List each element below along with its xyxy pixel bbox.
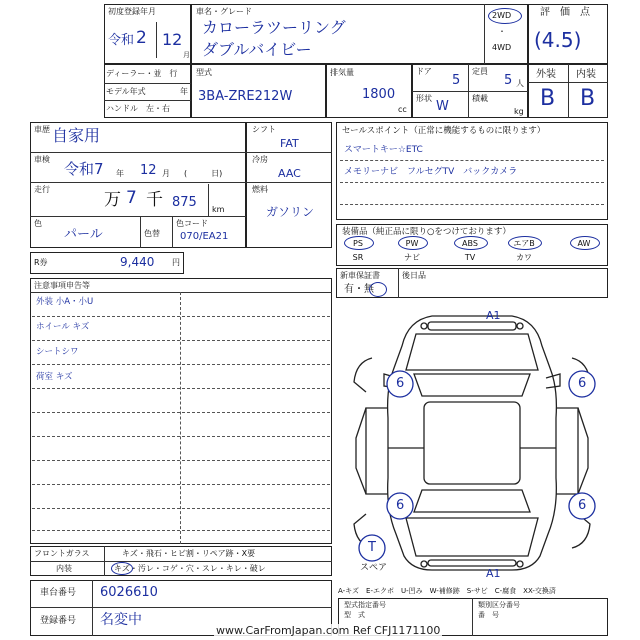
equip-leather: カワ <box>516 253 532 262</box>
equip-abs: ABS <box>462 239 478 248</box>
damage-mark-front-right: 6 <box>578 376 587 391</box>
shape: W <box>436 99 449 114</box>
warranty-label: 新車保証書 <box>340 271 380 280</box>
interior-label: 内装 <box>576 69 596 80</box>
km: km <box>212 205 225 214</box>
formal-sub: 型 式 <box>344 611 365 619</box>
spare-tire-mark: T <box>368 540 376 555</box>
sales-title: セールスポイント（正常に機能するものに限ります） <box>342 126 546 136</box>
damage-mark-rear-right: 6 <box>578 498 587 513</box>
insp-month: 12 <box>140 163 157 178</box>
era: 令和 <box>108 33 135 48</box>
equip-ps: PS <box>353 239 363 248</box>
reg: 名変中 <box>100 612 142 628</box>
aw-circle <box>570 236 600 250</box>
equip-sr: SR <box>352 253 364 262</box>
mileage-label: 走行 <box>34 185 50 194</box>
note-line-1: 外装 小A・小U <box>36 297 94 307</box>
ps-circle <box>344 236 374 250</box>
cc: cc <box>398 105 407 114</box>
spare-label: スペア <box>360 563 388 573</box>
front-glass-items: キズ・飛石・ヒビ割・リペア跡・X要 <box>122 549 256 558</box>
doors-label: ドア <box>416 67 432 76</box>
kg: kg <box>514 107 524 116</box>
reg-month: 12 <box>162 30 183 49</box>
warranty-none-circle <box>369 282 387 297</box>
color: パール <box>64 227 103 242</box>
shift: FAT <box>280 137 299 150</box>
mileage-rest: 875 <box>172 195 197 210</box>
damage-mark-rear-left: 6 <box>396 498 405 513</box>
after-label: 後日品 <box>402 271 426 280</box>
car-diagram <box>336 298 608 584</box>
model: 3BA-ZRE212W <box>198 89 293 104</box>
model-label: 型式 <box>196 68 212 77</box>
car-name: カローラツーリング <box>202 18 346 37</box>
lot-label: 車台番号 <box>40 588 77 598</box>
sales-line-1: スマートキー☆ETC <box>344 145 423 155</box>
use: 自家用 <box>52 126 101 145</box>
drive-dot: ・ <box>498 27 506 36</box>
notes-title: 注意事項申告等 <box>34 281 90 290</box>
equip-tv: TV <box>464 253 476 262</box>
recycle-unit: 円 <box>172 258 180 267</box>
insp-month-unit: 月 <box>162 169 170 178</box>
recycle-box <box>30 252 184 274</box>
note-line-2: ホイール キズ <box>36 322 90 332</box>
displacement: 1800 <box>362 87 396 102</box>
first-reg-label: 初度登録年月 <box>108 7 156 16</box>
displacement-label: 排気量 <box>330 68 354 77</box>
footer-ref: www.CarFromJapan.com Ref CFJ1171100 <box>216 624 441 637</box>
shape-label: 形状 <box>416 94 432 103</box>
year-unit: 年 <box>180 87 188 96</box>
use-label: 車歴 <box>34 125 50 134</box>
interior-scratch-circle <box>111 562 133 575</box>
capacity: 5 <box>504 73 513 88</box>
car-name-label: 車名・グレード <box>196 7 252 16</box>
sales-line-2: メモリーナビ フルセグTV バックカメラ <box>344 167 518 177</box>
warranty-value: 有・無 <box>344 284 374 295</box>
formal-label: 型式指定番号 <box>344 601 386 609</box>
ac-label: 冷房 <box>252 155 268 164</box>
equip-navi: ナビ <box>404 253 420 262</box>
pw-circle <box>398 236 428 250</box>
month-unit: 月 <box>183 51 190 59</box>
drive-4wd: 4WD <box>492 43 512 52</box>
notes-box <box>30 278 332 544</box>
fuel: ガソリン <box>266 205 315 219</box>
note-line-4: 荷室 キズ <box>36 372 73 382</box>
mileage-man: 万 <box>104 190 121 210</box>
color-label: 色 <box>34 219 42 228</box>
damage-legend: A-キズ E-エクボ U-凹み W-補修跡 S-サビ C-腐食 XX-交換済 <box>338 587 556 595</box>
equip-pw: PW <box>405 239 419 248</box>
drive-2wd: 2WD <box>492 11 512 20</box>
category-label: 類別区分番号 <box>478 601 520 609</box>
model-year-label: モデル年式 <box>106 87 146 96</box>
fuel-label: 燃料 <box>252 185 268 194</box>
front-glass-label: フロントガラス <box>34 549 90 558</box>
color-code: 070/EA21 <box>180 231 229 242</box>
damage-mark-front-left: 6 <box>396 376 405 391</box>
note-line-3: シートシワ <box>36 347 79 357</box>
capacity-label: 定員 <box>472 67 488 76</box>
mileage-10k: 7 <box>126 188 137 208</box>
exterior-label: 外装 <box>536 69 556 80</box>
interior-cond-items: キズ・汚レ・コゲ・穴・スレ・キレ・破レ <box>114 564 266 573</box>
capacity-unit: 人 <box>516 79 524 88</box>
interior-grade: B <box>580 86 596 111</box>
diagram-top-mark: A1 <box>486 309 501 322</box>
inspection: 令和7 <box>64 160 104 178</box>
equipment-title: 装備品（純正品に限り○をつけております） <box>342 227 511 237</box>
equip-aw: AW <box>577 239 591 248</box>
color-code-label: 色コード <box>176 219 208 228</box>
interior-cond-label: 内装 <box>56 564 72 573</box>
abs-circle <box>454 236 488 250</box>
grade: ダブルバイビー <box>202 40 312 59</box>
load-label: 積載 <box>472 94 488 103</box>
eval-score: (4.5) <box>534 28 582 52</box>
diagram-bottom-mark: A1 <box>486 567 501 580</box>
mileage-sen: 千 <box>146 190 163 210</box>
ac: AAC <box>278 167 301 180</box>
lot: 6026610 <box>100 585 158 600</box>
color-number-label: 色替 <box>144 229 160 238</box>
insp-day-label: ( 日) <box>184 169 223 178</box>
airbag-circle <box>508 236 542 250</box>
recycle: 9,440 <box>120 255 155 269</box>
category-sub: 番 号 <box>478 611 499 619</box>
insp-year-unit: 年 <box>116 169 124 178</box>
exterior-grade: B <box>540 86 556 111</box>
inspection-label: 車検 <box>34 155 50 164</box>
reg-label: 登録番号 <box>40 616 77 626</box>
recycle-label: R券 <box>34 258 48 267</box>
handle-label: ハンドル 左・右 <box>106 104 170 113</box>
doors: 5 <box>452 73 461 88</box>
shift-label: シフト <box>252 125 276 134</box>
dealer-label: ディーラー・並 行 <box>106 69 178 78</box>
eval-label: 評 価 点 <box>540 7 590 18</box>
reg-year: 2 <box>136 28 147 48</box>
equip-airbag: エアB <box>513 239 535 248</box>
